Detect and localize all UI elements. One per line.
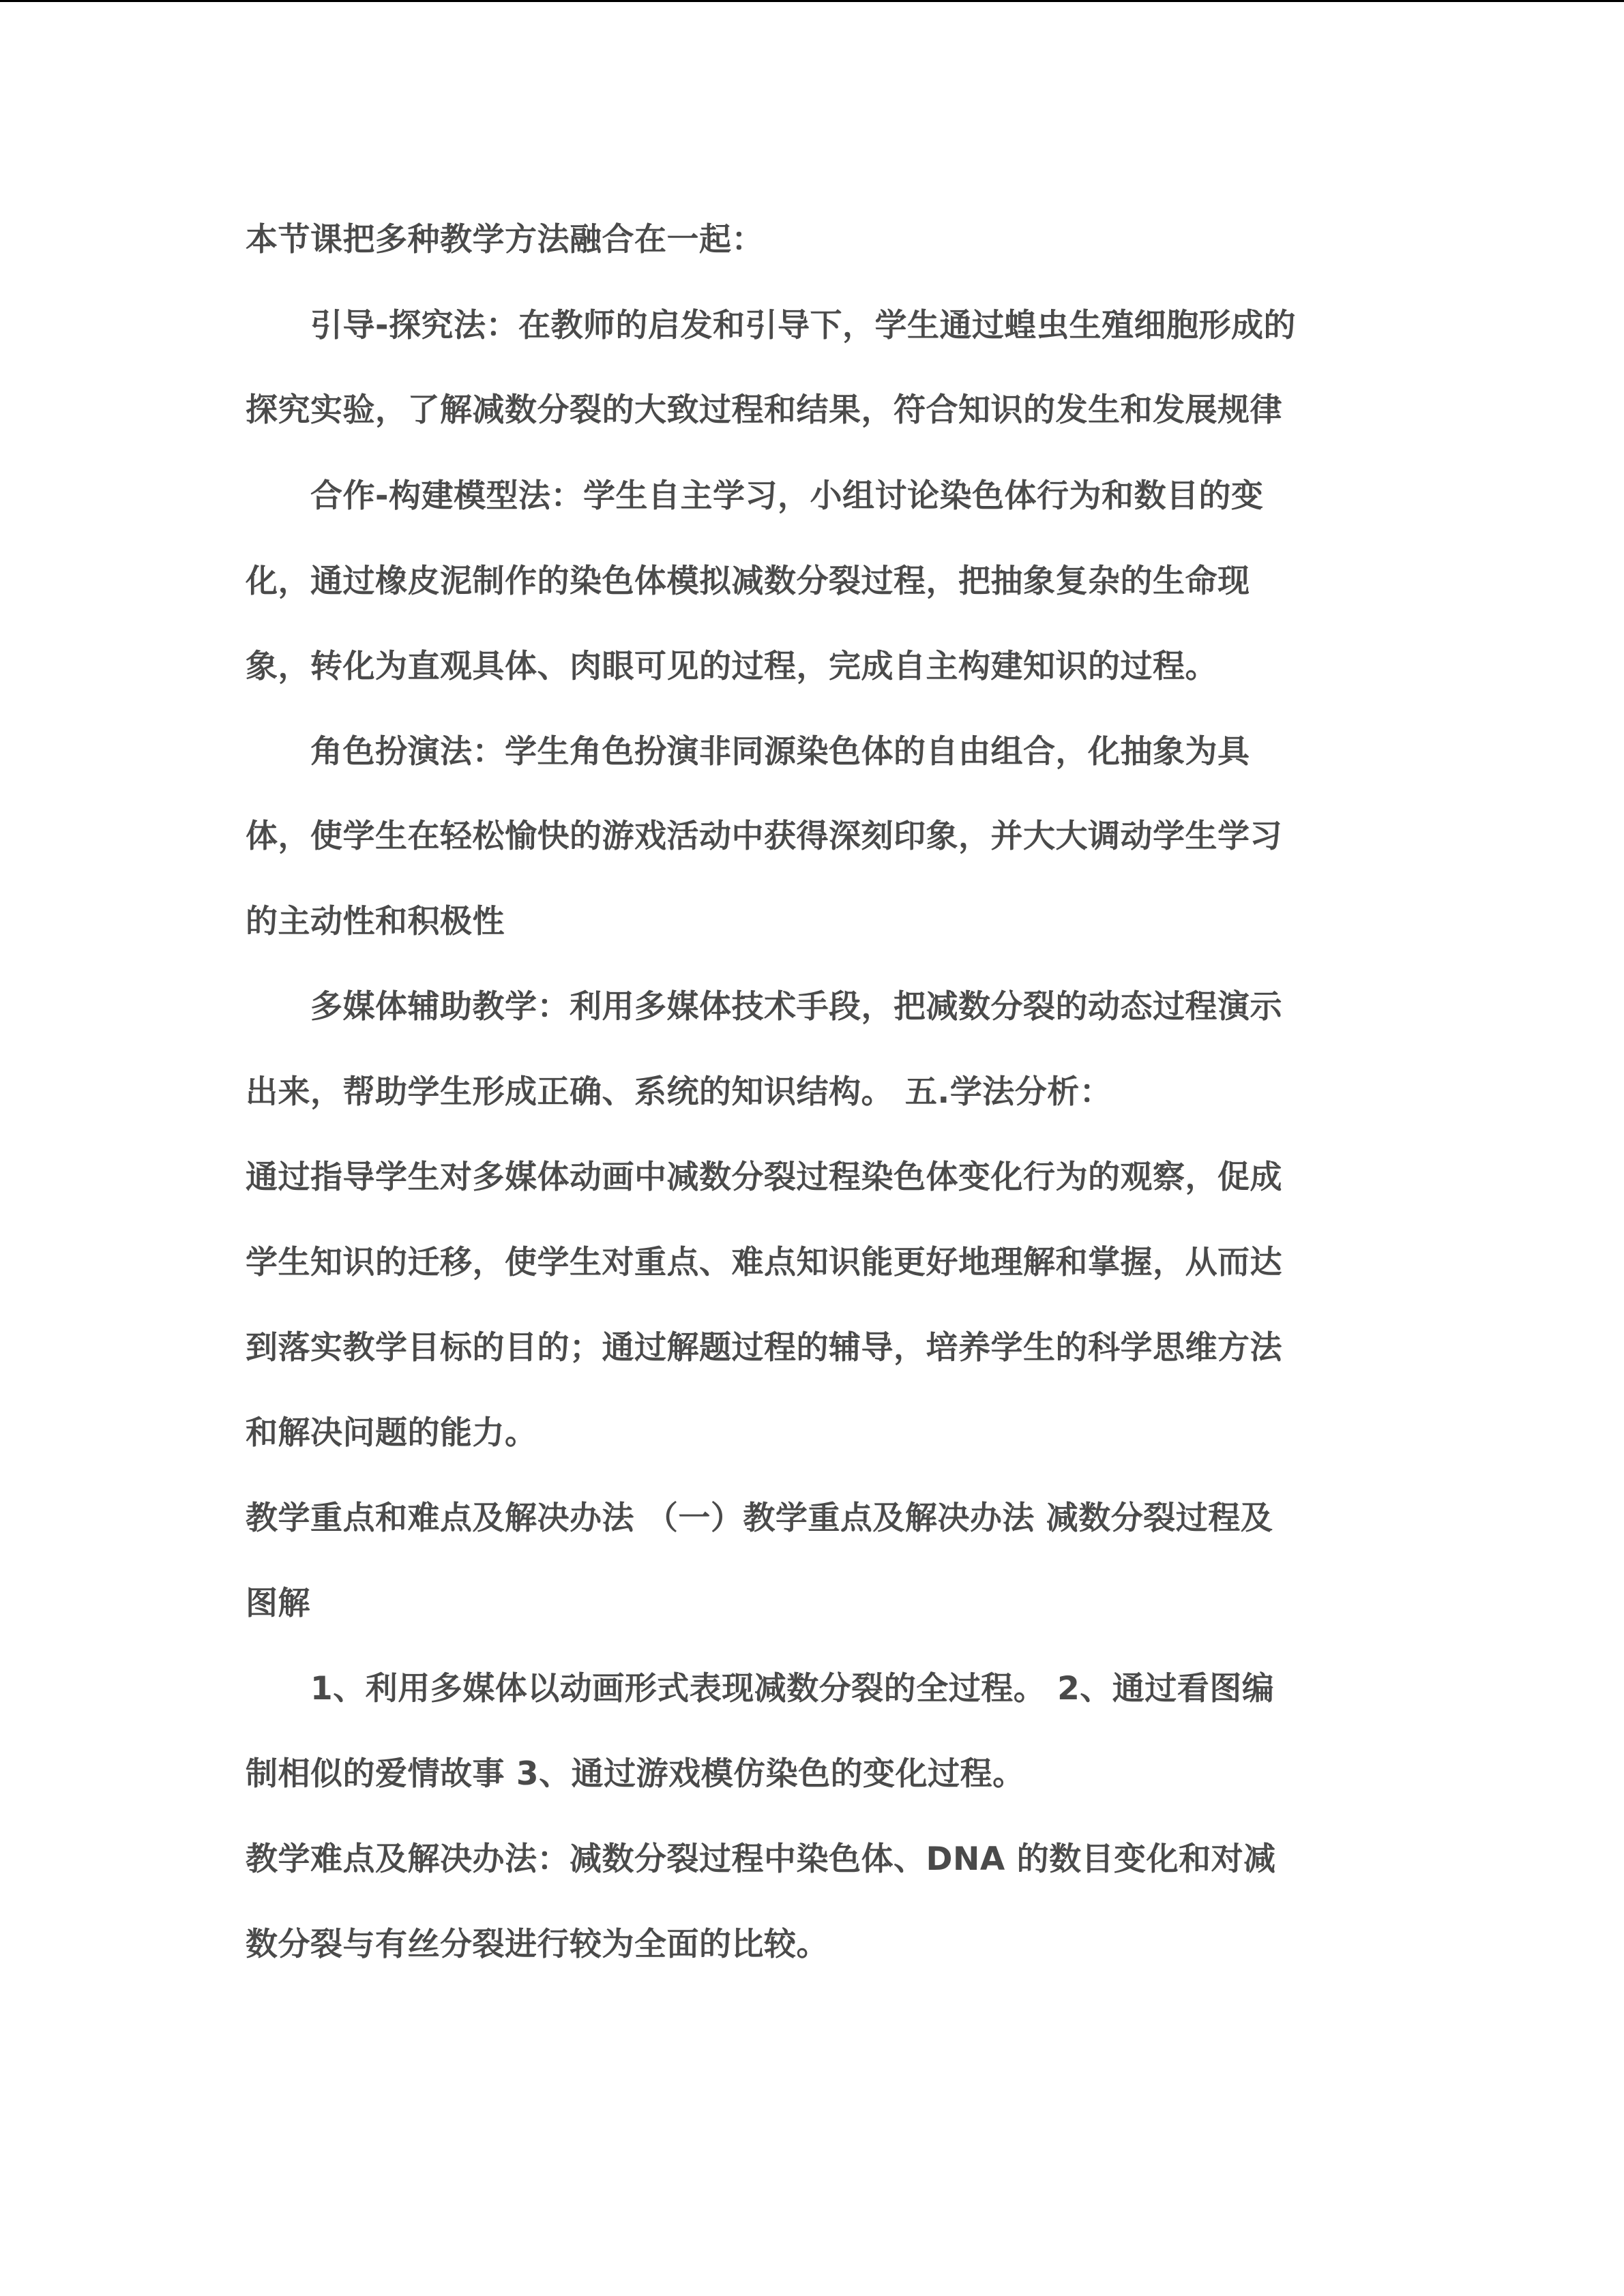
text-line: 象，转化为直观具体、肉眼可见的过程，完成自主构建知识的过程。	[246, 648, 1217, 685]
text-line: 化，通过橡皮泥制作的染色体模拟减数分裂过程，把抽象复杂的生命现	[246, 563, 1250, 600]
text-line: 学生知识的迁移，使学生对重点、难点知识能更好地理解和掌握，从而达	[246, 1244, 1282, 1281]
text-line: 到落实教学目标的目的；通过解题过程的辅导，培养学生的科学思维方法	[246, 1329, 1282, 1367]
text-line: 探究实验，了解减数分裂的大致过程和结果，符合知识的发生和发展规律	[246, 391, 1282, 429]
text-line: 体，使学生在轻松愉快的游戏活动中获得深刻印象，并大大调动学生学习	[246, 818, 1282, 855]
text-line: 和解决问题的能力。	[246, 1414, 537, 1452]
text-line: 引导-探究法：在教师的启发和引导下，学生通过蝗虫生殖细胞形成的	[310, 307, 1297, 344]
text-line: 教学重点和难点及解决办法 （一）教学重点及解决办法 减数分裂过程及	[246, 1500, 1273, 1537]
text-line: 图解	[246, 1585, 310, 1622]
text-line: 的主动性和积极性	[246, 903, 505, 940]
text-line: 1、利用多媒体以动画形式表现减数分裂的全过程。 2、通过看图编	[310, 1670, 1275, 1708]
text-line: 数分裂与有丝分裂进行较为全面的比较。	[246, 1926, 829, 1963]
text-line: 制相似的爱情故事 3、通过游戏模仿染色的变化过程。	[246, 1755, 1025, 1793]
text-line: 通过指导学生对多媒体动画中减数分裂过程染色体变化行为的观察，促成	[246, 1159, 1282, 1196]
text-line: 本节课把多种教学方法融合在一起：	[246, 221, 764, 258]
text-line: 角色扮演法：学生角色扮演非同源染色体的自由组合，化抽象为具	[310, 733, 1250, 771]
text-line: 合作-构建模型法：学生自主学习，小组讨论染色体行为和数目的变	[310, 477, 1264, 515]
text-line: 出来，帮助学生形成正确、系统的知识结构。 五.学法分析：	[246, 1073, 1112, 1111]
text-line: 教学难点及解决办法：减数分裂过程中染色体、DNA 的数目变化和对减	[246, 1840, 1276, 1878]
text-line: 多媒体辅助教学：利用多媒体技术手段，把减数分裂的动态过程演示	[310, 988, 1282, 1026]
